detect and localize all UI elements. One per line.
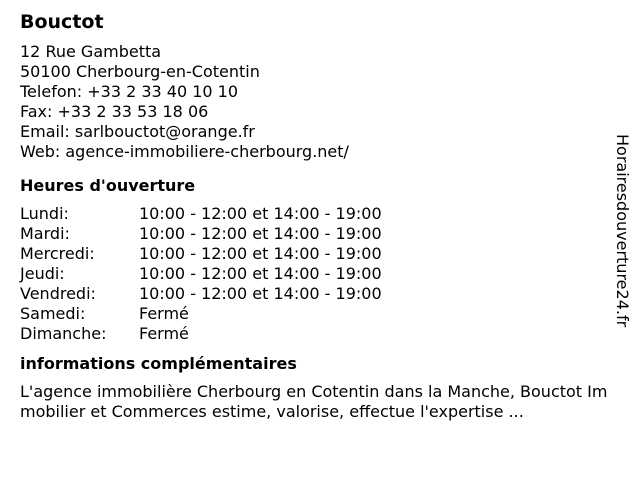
hours-row-thursday — [20, 264, 620, 284]
phone-line: Telefon: +33 2 33 40 10 10 — [20, 82, 239, 101]
day-hours: 10:00 - 12:00 et 14:00 - 19:00 — [139, 244, 382, 263]
day-label: Vendredi: — [20, 284, 96, 303]
day-label: Mercredi: — [20, 244, 95, 263]
day-hours: 10:00 - 12:00 et 14:00 - 19:00 — [139, 204, 382, 223]
day-label: Lundi: — [20, 204, 69, 223]
day-hours: 10:00 - 12:00 et 14:00 - 19:00 — [139, 284, 382, 303]
site-watermark: Horairesdouverture24.fr — [613, 134, 632, 328]
address-line-1: 12 Rue Gambetta — [20, 42, 162, 61]
info-description: L'agence immobilière Cherbourg en Cotentin dans la Manche, Bouctot Immobilier et Commerces estime, valorise, effectue l'expertise ... — [20, 382, 608, 421]
business-name: Bouctot — [20, 11, 104, 33]
day-label: Jeudi: — [20, 264, 65, 283]
day-hours: 10:00 - 12:00 et 14:00 - 19:00 — [139, 264, 382, 283]
hours-row-monday — [20, 204, 620, 224]
web-line: Web: agence-immobiliere-cherbourg.net/ — [20, 142, 349, 161]
info-heading: informations complémentaires — [20, 354, 297, 373]
fax-line: Fax: +33 2 33 53 18 06 — [20, 102, 209, 121]
day-label: Dimanche: — [20, 324, 107, 343]
address-line-2: 50100 Cherbourg-en-Cotentin — [20, 62, 260, 81]
hours-row-wednesday — [20, 244, 620, 264]
day-hours: 10:00 - 12:00 et 14:00 - 19:00 — [139, 224, 382, 243]
hours-row-tuesday — [20, 224, 620, 244]
day-hours: Fermé — [139, 324, 189, 343]
hours-row-saturday — [20, 304, 620, 324]
day-label: Samedi: — [20, 304, 86, 323]
hours-heading: Heures d'ouverture — [20, 176, 196, 195]
hours-row-sunday — [20, 324, 620, 344]
email-line: Email: sarlbouctot@orange.fr — [20, 122, 255, 141]
day-label: Mardi: — [20, 224, 70, 243]
hours-table — [20, 204, 620, 344]
business-card — [20, 10, 620, 422]
day-hours: Fermé — [139, 304, 189, 323]
hours-row-friday — [20, 284, 620, 304]
